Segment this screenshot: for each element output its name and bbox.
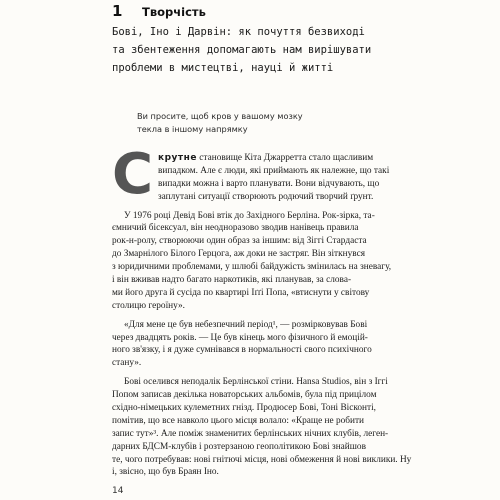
text-line: ми його друга й сусіда по квартирі Іґґі Попа, «втиснути у світову	[112, 287, 370, 298]
text-line: Бові оселився неподалік Берлінської стіни. Hansa Studios, він з Іггі	[124, 377, 388, 388]
text-line: те, чого потребував: нові гнітючі місця, нові обмеження й нові виклики. Ну	[112, 454, 412, 465]
chapter-number: 1	[112, 2, 123, 20]
text-line: і, звісно, що був Браян Іно.	[112, 467, 219, 478]
text-line: і він вживав надто багато наркотиків, які планував, за слова-	[112, 275, 352, 286]
chapter-heading	[112, 2, 206, 20]
text-line: крутне становище Кіта Джарретта стало щасливим	[158, 153, 374, 163]
text-line: «Для мене це був небезпечний період¹, — розмірковував Бові	[124, 319, 368, 330]
text-line: помітив, що все навколо цього місця волало: «Краще не робити	[112, 415, 365, 426]
text-line: ного зв'язку, і я дуже сумнівався в нормальності свого психічного	[112, 345, 372, 356]
text-line: Попом записав декілька новаторських альбомів, була під прицілом	[112, 390, 377, 401]
page-number: 14	[112, 486, 124, 496]
text-line: стану».	[112, 358, 142, 369]
text-line: східно-німецьких кулеметних гнізд. Продюсер Бові, Тоні Вісконті,	[112, 403, 376, 414]
text-line: через двадцять років. — Це був кінець мого фізичного й емоцій-	[112, 332, 368, 343]
text-line: У 1976 році Девід Бові втік до Західного Берліна. Рок-зірка, та-	[124, 210, 375, 221]
text-line: випадки можна і варто планувати. Вони відчувають, що	[158, 178, 380, 189]
text-line: ємничий бісексуал, він неодноразово зводив нанівець правила	[112, 223, 359, 234]
text-line: заплутані ситуації створюють родючий творчий ґрунт.	[158, 191, 374, 202]
text-line: з юридичними проблемами, у шлюбі байдужість змінилась на зневагу,	[112, 262, 392, 273]
text-line: столицю героїну».	[112, 300, 185, 311]
text-line: запис тут»³. Але поміж знаменитих берлінських нічних клубів, леген-	[112, 428, 389, 439]
chapter-title: Творчість	[142, 5, 206, 19]
text-line: випадком. Але є люди, які приймають як належне, що такі	[158, 165, 390, 176]
chapter-subtitle: Бові, Іно і Дарвін: як почуття безвиході та збентеження допомагають нам вирішувати проблеми в мистецтві, науці й житті	[112, 26, 372, 74]
text-line: дарних БДСМ-клубів і розтерзаною геополітикою Бові знайшов	[112, 441, 366, 452]
text-line: рок-н-ролу, створюючи один образ за іншим: від Зіггі Стардаста	[112, 236, 367, 247]
epigraph: Ви просите, щоб кров у вашому мозку текла в іншому напрямку	[137, 111, 303, 134]
text-line: до Змарнілого Білого Герцога, аж доки не застряг. Він зіткнувся	[112, 249, 365, 260]
drop-cap: С	[112, 142, 154, 207]
lead-word: крутне	[158, 153, 197, 163]
body-text	[112, 152, 430, 479]
